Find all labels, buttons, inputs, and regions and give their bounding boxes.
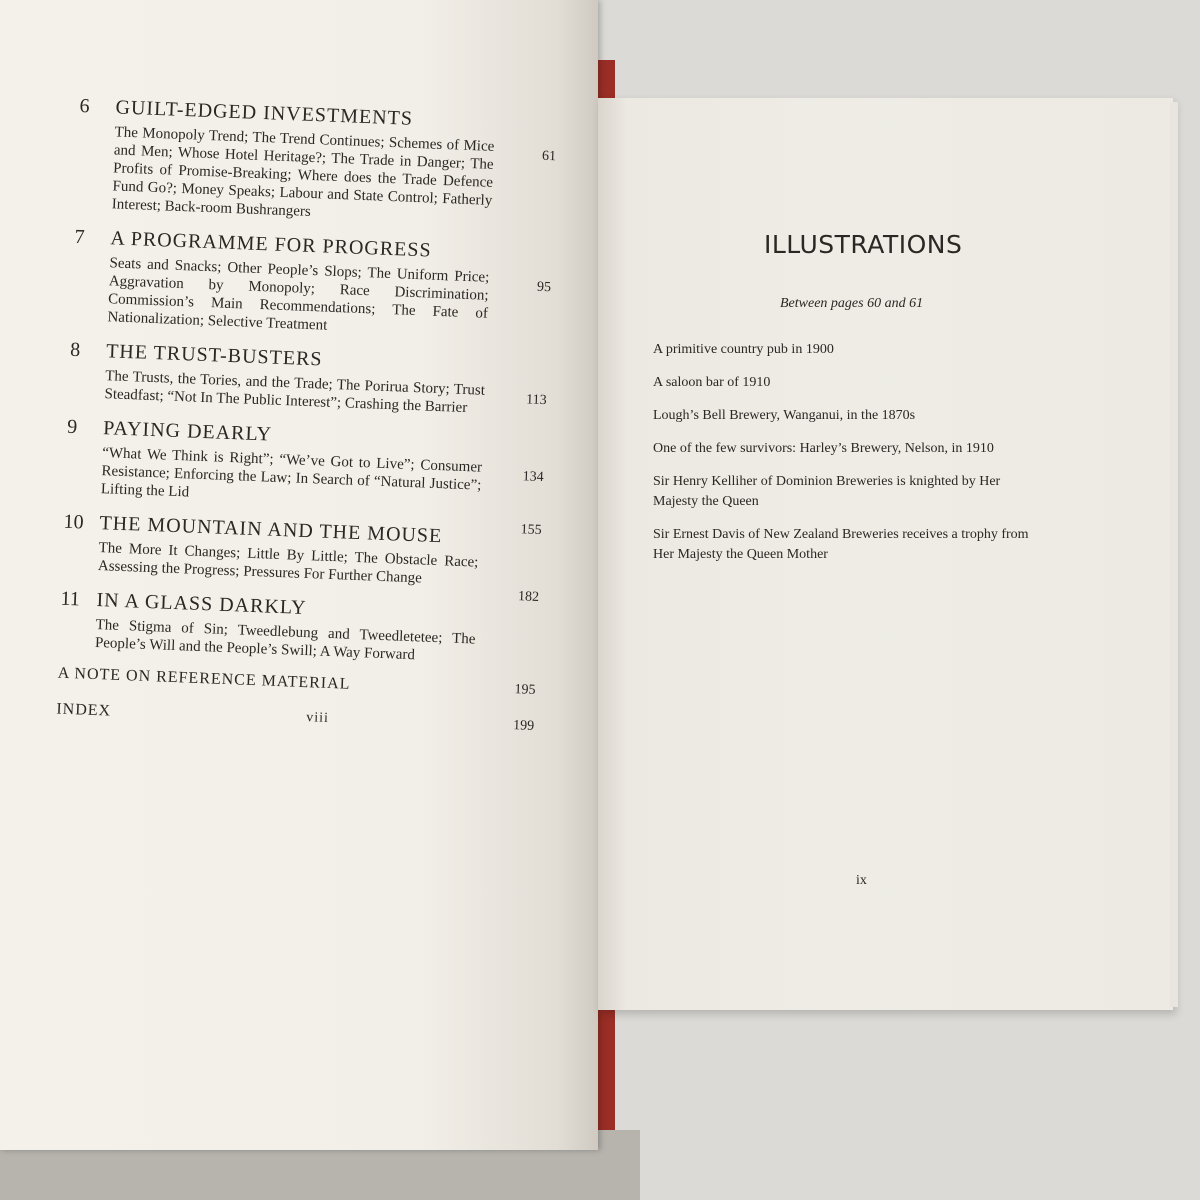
page-folio: ix <box>856 873 867 888</box>
illustration-caption: Sir Henry Kelliher of Dominion Breweries is knighted by Her <box>653 474 1001 489</box>
list-item <box>653 525 1078 565</box>
chapter-title: THE TRUST-BUSTERS <box>105 340 323 371</box>
contents-list <box>56 95 580 748</box>
chapter-entry <box>71 226 574 344</box>
chapter-contents: The Monopoly Trend; The Trend Continues; Schemes of Mice and Men; Whose Hotel Heritage?; The Trade in Danger; The Profits of Promise-Breaking; Where does the Trade Defence Fund Go?; Money Speaks; Labour and State Control; Fatherly Interest; Back-room Bushrangers <box>111 124 495 220</box>
illustration-caption: One of the few survivors: Harley’s Brewery, Nelson, in 1910 <box>653 441 994 456</box>
chapter-page: 182 <box>517 589 540 605</box>
chapter-contents: The More It Changes; Little By Little; The Obstacle Race; Assessing the Progress; Pressures For Further Change <box>97 540 479 587</box>
chapter-contents: The Trusts, the Tories, and the Trade; The Porirua Story; Trust Steadfast; “Not In The Public Interest”; Crashing the Barrier <box>104 368 486 417</box>
reference-page: 195 <box>514 682 536 698</box>
chapter-number: 11 <box>60 587 81 611</box>
chapter-entry <box>65 416 568 516</box>
chapter-number: 9 <box>66 415 78 439</box>
right-page <box>598 98 1173 1010</box>
illustrations-list <box>653 340 1078 578</box>
list-item <box>653 340 1078 360</box>
chapter-contents: “What We Think is Right”; “We’ve Got to Live”; Consumer Resistance; Enforcing the Law; In Search of “Natural Justice”; Lifting the Lid <box>100 445 483 501</box>
illustrations-heading: ILLUSTRATIONS <box>764 230 963 259</box>
chapter-number: 6 <box>79 95 90 118</box>
left-page <box>0 0 598 1150</box>
chapter-number: 10 <box>63 510 85 534</box>
chapter-entry <box>76 95 580 231</box>
reference-label: A NOTE ON REFERENCE MATERIAL <box>57 664 351 693</box>
chapter-number: 8 <box>69 338 81 362</box>
list-item <box>653 439 1078 459</box>
illustration-caption-continued: Majesty the Queen <box>653 494 759 509</box>
chapter-entry <box>68 339 570 421</box>
chapter-page: 155 <box>520 522 542 539</box>
chapter-title: THE MOUNTAIN AND THE MOUSE <box>99 512 443 548</box>
chapter-number: 7 <box>74 225 85 249</box>
chapter-page: 95 <box>536 279 552 296</box>
index-page: 199 <box>512 718 535 734</box>
index-label: INDEX <box>56 700 112 720</box>
illustration-caption: Lough’s Bell Brewery, Wanganui, in the 1870s <box>653 408 916 423</box>
chapter-title: IN A GLASS DARKLY <box>96 589 307 620</box>
page-folio: viii <box>305 710 330 727</box>
illustration-caption-continued: Her Majesty the Queen Mother <box>653 547 828 562</box>
illustration-caption: Sir Ernest Davis of New Zealand Breweries receives a trophy from <box>653 527 1029 542</box>
list-item <box>653 406 1078 426</box>
chapter-page: 134 <box>522 469 544 486</box>
chapter-contents: The Stigma of Sin; Tweedlebung and Tweedletetee; The People’s Will and the People’s Swill; A Way Forward <box>94 616 476 664</box>
chapter-title: PAYING DEARLY <box>102 417 273 446</box>
chapter-contents: Seats and Snacks; Other People’s Slops; The Uniform Price; Aggravation by Monopoly; Race Discrimination; Commission’s Main Recommendations; The Fate of Nationalization; Selective Treatment <box>107 255 490 334</box>
chapter-page: 61 <box>541 148 557 165</box>
list-item <box>653 472 1078 512</box>
list-item <box>653 373 1078 393</box>
chapter-title: GUILT-EDGED INVESTMENTS <box>115 96 414 130</box>
illustrations-subheading: Between pages 60 and 61 <box>780 296 924 311</box>
chapter-entry <box>59 588 561 670</box>
chapter-entry <box>62 511 564 593</box>
chapter-title: A PROGRAMME FOR PROGRESS <box>110 227 433 262</box>
illustration-caption: A saloon bar of 1910 <box>653 375 771 390</box>
illustration-caption: A primitive country pub in 1900 <box>653 342 834 357</box>
page-edge <box>1170 102 1178 1007</box>
chapter-page: 113 <box>525 392 547 409</box>
